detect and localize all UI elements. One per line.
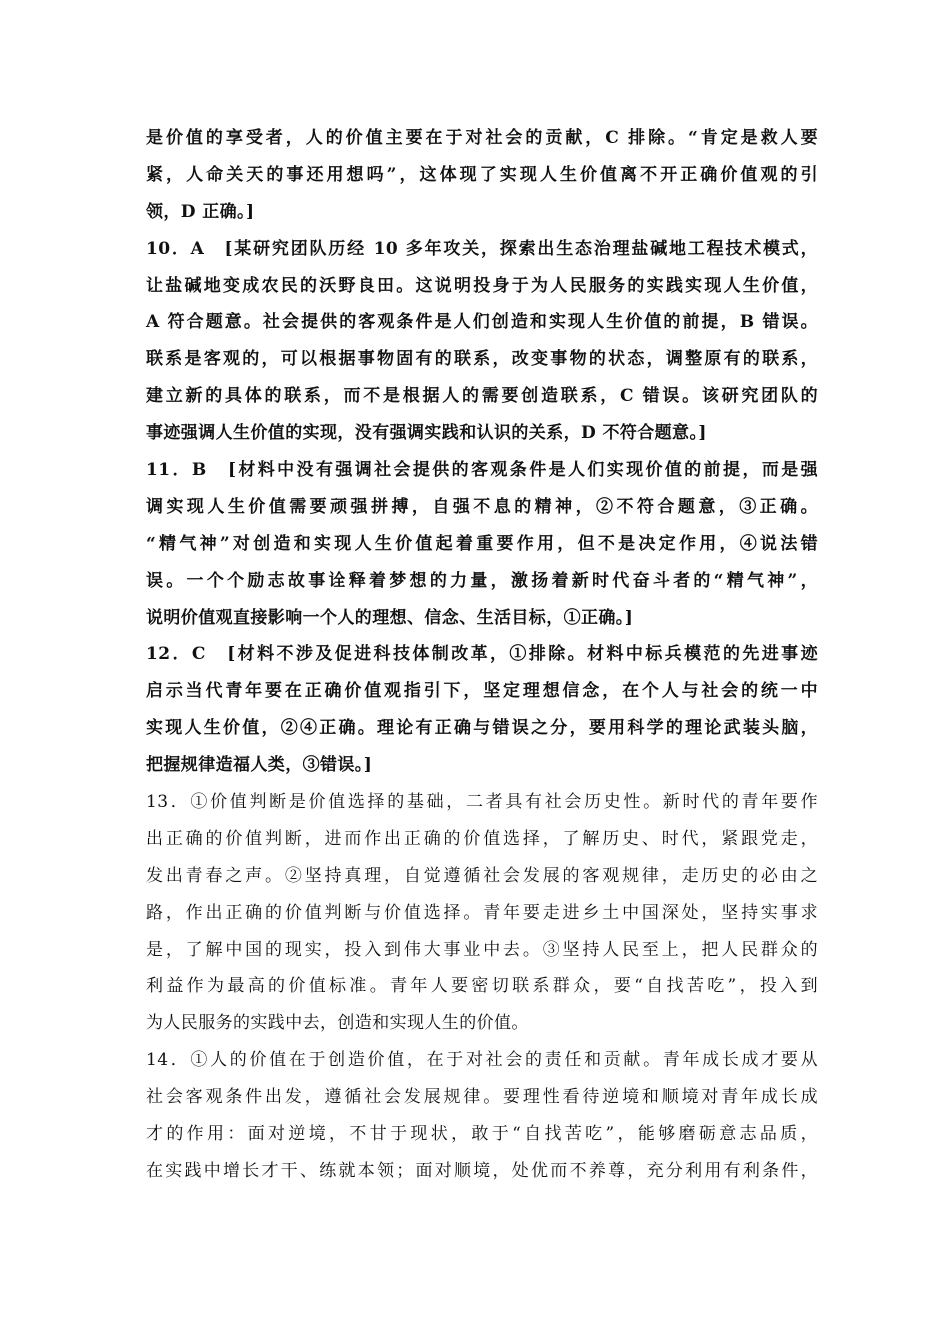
text-line: A 符合题意。社会提供的客观条件是人们创造和实现人生价值的前提，B 错误。 xyxy=(146,312,818,333)
text-line: 领，D 正确。] xyxy=(146,201,255,222)
text-line: 在实践中增长才干、练就本领；面对顺境，处优而不养尊，充分利用有利条件， xyxy=(146,1160,818,1181)
text-line: 10．A [某研究团队历经 10 多年攻关，探索出生态治理盐碱地工程技术模式， xyxy=(146,238,818,259)
text-line: 发出青春之声。②坚持真理，自觉遵循社会发展的客观规律，走历史的必由之 xyxy=(146,865,818,886)
text-line: 路，作出正确的价值判断与价值选择。青年要走进乡土中国深处，坚持实事求 xyxy=(146,902,818,923)
text-line: “精气神”对创造和实现人生价值起着重要作用，但不是决定作用，④说法错 xyxy=(146,533,818,554)
text-line: 为人民服务的实践中去，创造和实现人生的价值。 xyxy=(146,1013,529,1034)
text-line: 把握规律造福人类，③错误。] xyxy=(146,755,373,776)
answer-11 xyxy=(146,452,818,636)
answer-14 xyxy=(146,1042,818,1190)
text-line: 是价值的享受者，人的价值主要在于对社会的贡献，C 排除。“肯定是救人要 xyxy=(146,128,818,148)
text-line: 是，了解中国的现实，投入到伟大事业中去。③坚持人民至上，把人民群众的 xyxy=(146,939,818,960)
answer-12 xyxy=(146,636,818,784)
text-line: 利益作为最高的价值标准。青年人要密切联系群众，要“自找苦吃”，投入到 xyxy=(146,976,818,997)
text-line: 12．C [材料不涉及促进科技体制改革，①排除。材料中标兵模范的先进事迹 xyxy=(146,644,818,665)
text-line: 联系是客观的，可以根据事物固有的联系，改变事物的状态，调整原有的联系， xyxy=(146,349,818,370)
text-line: 调实现人生价值需要顽强拼搏，自强不息的精神，②不符合题意，③正确。 xyxy=(146,496,818,517)
text-line: 建立新的具体的联系，而不是根据人的需要创造联系，C 错误。该研究团队的 xyxy=(146,386,818,407)
text-line: 11．B [材料中没有强调社会提供的客观条件是人们实现价值的前提，而是强 xyxy=(146,460,818,481)
text-line: 14．①人的价值在于创造价值，在于对社会的责任和贡献。青年成长成才要从 xyxy=(146,1050,818,1071)
answer-text xyxy=(146,120,818,1190)
text-line: 社会客观条件出发，遵循社会发展规律。要理性看待逆境和顺境对青年成长成 xyxy=(146,1087,818,1108)
text-line: 13．①价值判断是价值选择的基础，二者具有社会历史性。新时代的青年要作 xyxy=(146,792,818,813)
text-line: 误。一个个励志故事诠释着梦想的力量，激扬着新时代奋斗者的“精气神”， xyxy=(146,570,818,591)
text-line: 出正确的价值判断，进而作出正确的价值选择，了解历史、时代，紧跟党走， xyxy=(146,828,818,849)
answer-13 xyxy=(146,784,818,1042)
text-line: 启示当代青年要在正确价值观指引下，坚定理想信念，在个人与社会的统一中 xyxy=(146,681,818,702)
answer-10 xyxy=(146,231,818,452)
text-line: 才的作用：面对逆境，不甘于现状，敢于“自找苦吃”，能够磨砺意志品质， xyxy=(146,1124,818,1145)
text-line: 紧，人命关天的事还用想吗”，这体现了实现人生价值离不开正确价值观的引 xyxy=(146,164,818,185)
prev-answer-tail xyxy=(146,120,818,231)
text-line: 事迹强调人生价值的实现，没有强调实践和认识的关系，D 不符合题意。] xyxy=(146,423,707,444)
text-line: 让盐碱地变成农民的沃野良田。这说明投身于为人民服务的实践实现人生价值， xyxy=(146,275,818,296)
text-line: 实现人生价值，②④正确。理论有正确与错误之分，要用科学的理论武装头脑， xyxy=(146,718,818,739)
text-line: 说明价值观直接影响一个人的理想、信念、生活目标，①正确。] xyxy=(146,607,634,628)
